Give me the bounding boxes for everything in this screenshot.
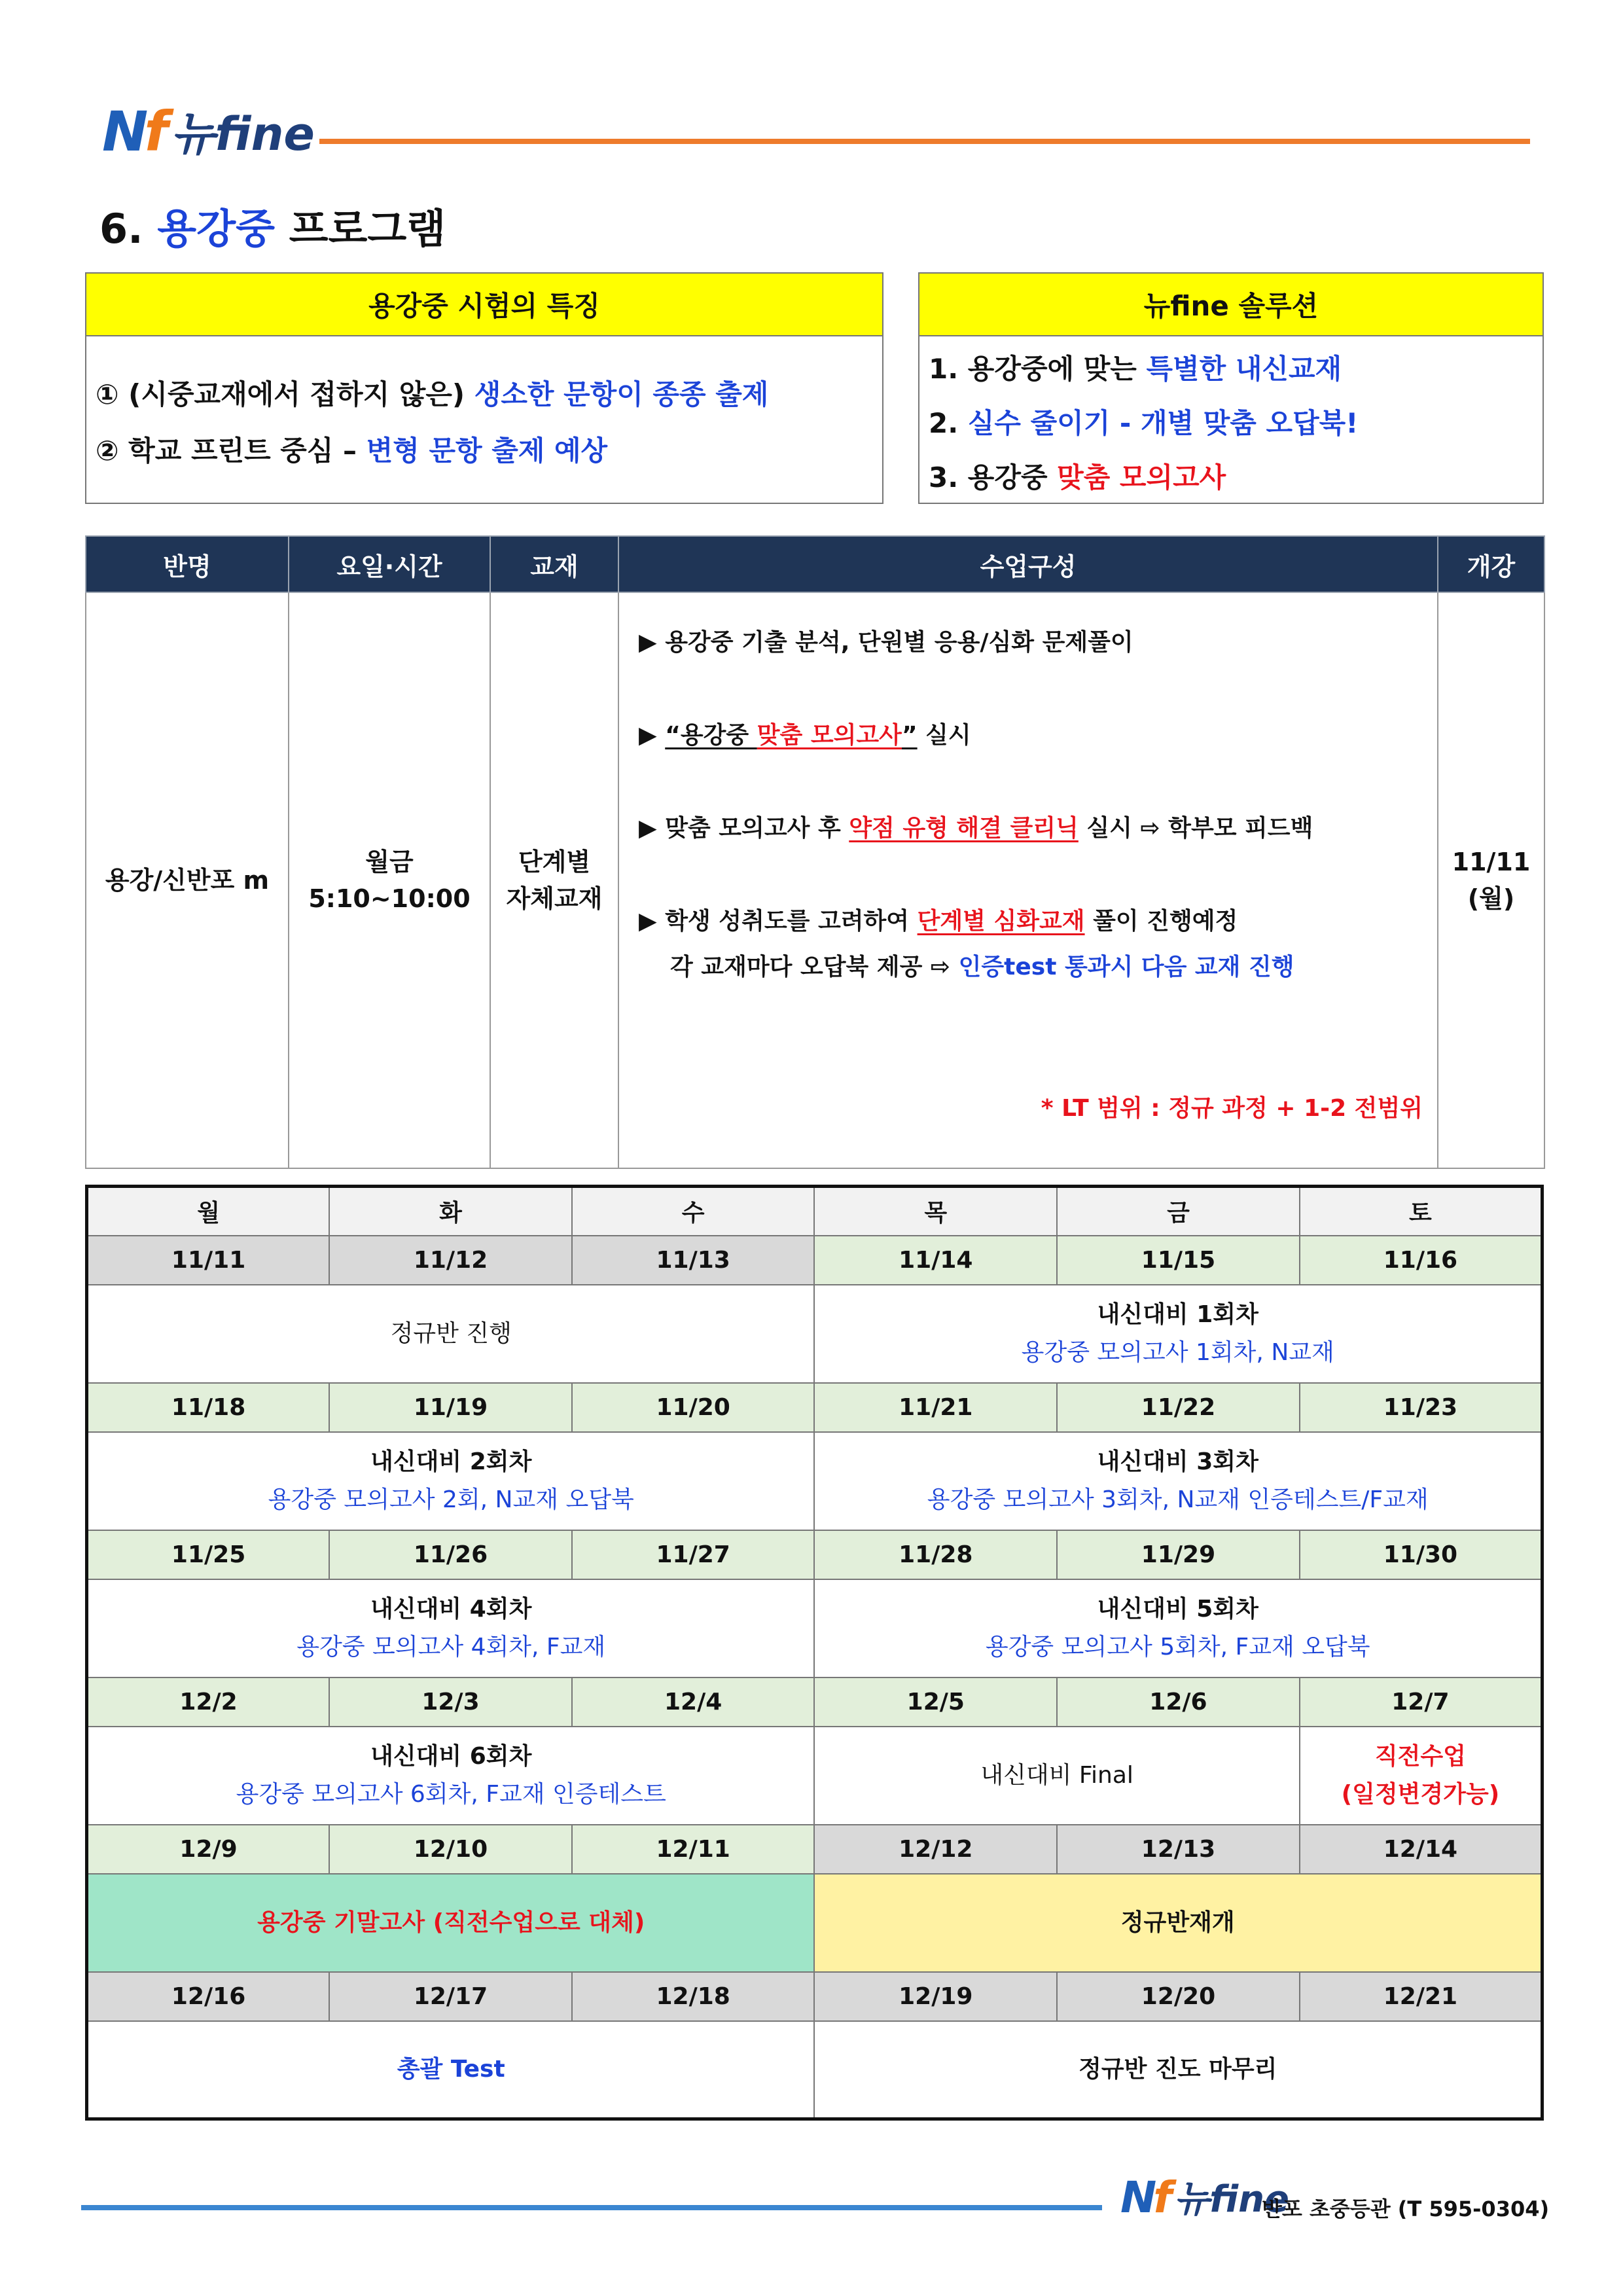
event-row-week5 — [87, 1874, 1543, 1972]
page-title: 6. 용강중 프로그램 — [99, 205, 446, 253]
date-cell: 11/12 — [329, 1236, 572, 1285]
title-school: 용강중 — [157, 205, 275, 253]
logo-brand: 뉴fine — [170, 107, 315, 161]
date-cell: 11/21 — [814, 1383, 1057, 1432]
col-composition: 수업구성 — [618, 536, 1438, 592]
weekday-sat: 토 — [1300, 1187, 1543, 1236]
date-cell: 12/7 — [1300, 1677, 1543, 1727]
event-cell: 용강중 기말고사 (직전수업으로 대체) — [87, 1874, 815, 1972]
date-cell: 12/20 — [1057, 1972, 1300, 2021]
date-cell: 12/6 — [1057, 1677, 1300, 1727]
event-cell: 내신대비 5회차 용강중 모의고사 5회차, F교재 오답북 — [814, 1579, 1542, 1677]
date-cell: 11/29 — [1057, 1530, 1300, 1579]
date-cell: 11/23 — [1300, 1383, 1543, 1432]
date-cell: 12/3 — [329, 1677, 572, 1727]
event-cell: 정규반재개 — [814, 1874, 1542, 1972]
date-row-week6 — [87, 1972, 1543, 2021]
program-table — [85, 535, 1545, 1169]
title-rest: 프로그램 — [289, 205, 446, 253]
weekday-row — [87, 1187, 1543, 1236]
composition-line-1: ▶ 용강중 기출 분석, 단원별 응용/심화 문제풀이 — [639, 629, 1133, 656]
date-cell: 12/4 — [572, 1677, 815, 1727]
date-cell: 11/30 — [1300, 1530, 1543, 1579]
feature-line-1: ① (시중교재에서 접하지 않은) 생소한 문항이 종종 출제 — [96, 378, 769, 410]
event-cell: 내신대비 Final — [814, 1727, 1299, 1825]
date-cell: 12/11 — [572, 1825, 815, 1874]
exam-features-box — [85, 272, 883, 504]
class-composition — [618, 592, 1438, 1168]
date-cell: 12/16 — [87, 1972, 330, 2021]
event-cell: 내신대비 2회차 용강중 모의고사 2회, N교재 오답북 — [87, 1432, 815, 1530]
date-row-week4 — [87, 1677, 1543, 1727]
lt-scope-note: * LT 범위 : 정규 과정 + 1-2 전범위 — [1041, 1095, 1423, 1122]
composition-line-4: ▶ 학생 성취도를 고려하여 단계별 심화교재 풀이 진행예정 — [639, 908, 1238, 935]
solutions-heading: 뉴fine 솔루션 — [919, 274, 1543, 336]
event-row-week3 — [87, 1579, 1543, 1677]
footer-logo-brand: 뉴fine — [1173, 2178, 1289, 2221]
event-row-week1 — [87, 1285, 1543, 1383]
event-cell: 내신대비 1회차 용강중 모의고사 1회차, N교재 — [814, 1285, 1542, 1383]
date-cell: 12/5 — [814, 1677, 1057, 1727]
date-cell: 11/27 — [572, 1530, 815, 1579]
feature-line-2: ② 학교 프린트 중심 – 변형 문항 출제 예상 — [96, 435, 608, 467]
col-textbook: 교재 — [490, 536, 618, 592]
date-cell: 12/13 — [1057, 1825, 1300, 1874]
date-cell: 12/17 — [329, 1972, 572, 2021]
solution-line-2: 2. 실수 줄이기 - 개별 맞춤 오답북! — [929, 407, 1359, 439]
date-cell: 11/19 — [329, 1383, 572, 1432]
solution-line-1: 1. 용강중에 맞는 특별한 내신교재 — [929, 353, 1342, 385]
event-row-week2 — [87, 1432, 1543, 1530]
program-row — [86, 592, 1544, 1168]
event-cell: 정규반 진도 마무리 — [814, 2021, 1542, 2119]
event-cell: 총괄 Test — [87, 2021, 815, 2119]
weekday-thu: 목 — [814, 1187, 1057, 1236]
schedule-table — [85, 1185, 1544, 2121]
header-divider — [319, 139, 1530, 144]
date-cell: 12/19 — [814, 1972, 1057, 2021]
date-cell: 11/28 — [814, 1530, 1057, 1579]
event-cell: 정규반 진행 — [87, 1285, 815, 1383]
weekday-tue: 화 — [329, 1187, 572, 1236]
date-cell: 11/20 — [572, 1383, 815, 1432]
composition-line-3: ▶ 맞춤 모의고사 후 약점 유형 해결 클리닉 실시 ⇨ 학부모 피드백 — [639, 815, 1313, 842]
composition-line-2: ▶ “용강중 맞춤 모의고사” 실시 — [639, 722, 971, 749]
date-cell: 12/18 — [572, 1972, 815, 2021]
textbook: 단계별 자체교재 — [490, 592, 618, 1168]
col-open-date: 개강 — [1438, 536, 1544, 592]
solution-line-3: 3. 용강중 맞춤 모의고사 — [929, 461, 1226, 493]
date-cell: 12/2 — [87, 1677, 330, 1727]
date-cell: 11/13 — [572, 1236, 815, 1285]
date-cell: 11/26 — [329, 1530, 572, 1579]
event-cell: 내신대비 6회차 용강중 모의고사 6회차, F교재 인증테스트 — [87, 1727, 815, 1825]
date-cell: 12/12 — [814, 1825, 1057, 1874]
footer-logo-mark: Nf — [1120, 2172, 1169, 2223]
event-cell: 내신대비 3회차 용강중 모의고사 3회차, N교재 인증테스트/F교재 — [814, 1432, 1542, 1530]
open-date: 11/11 (월) — [1438, 592, 1544, 1168]
date-cell: 11/15 — [1057, 1236, 1300, 1285]
date-cell: 11/18 — [87, 1383, 330, 1432]
solutions-box — [918, 272, 1544, 504]
event-row-week6 — [87, 2021, 1543, 2119]
weekday-wed: 수 — [572, 1187, 815, 1236]
date-row-week1 — [87, 1236, 1543, 1285]
date-row-week2 — [87, 1383, 1543, 1432]
day-time: 월금 5:10~10:00 — [289, 592, 490, 1168]
event-cell: 직전수업 (일정변경가능) — [1300, 1727, 1543, 1825]
date-cell: 12/14 — [1300, 1825, 1543, 1874]
col-day-time: 요일·시간 — [289, 536, 490, 592]
date-cell: 11/11 — [87, 1236, 330, 1285]
class-name: 용강/신반포 m — [86, 592, 289, 1168]
event-row-week4 — [87, 1727, 1543, 1825]
date-cell: 11/22 — [1057, 1383, 1300, 1432]
event-cell: 내신대비 4회차 용강중 모의고사 4회차, F교재 — [87, 1579, 815, 1677]
date-cell: 12/10 — [329, 1825, 572, 1874]
exam-features-heading: 용강중 시험의 특징 — [86, 274, 882, 336]
date-cell: 11/25 — [87, 1530, 330, 1579]
logo-mark: Nf — [102, 99, 164, 164]
weekday-fri: 금 — [1057, 1187, 1300, 1236]
footer-branch-info: 반포 초중등관 (T 595-0304) — [1262, 2197, 1550, 2221]
weekday-mon: 월 — [87, 1187, 330, 1236]
date-cell: 12/21 — [1300, 1972, 1543, 2021]
composition-line-5: 각 교재마다 오답북 제공 ⇨ 인증test 통과시 다음 교재 진행 — [670, 954, 1294, 980]
date-row-week3 — [87, 1530, 1543, 1579]
program-header-row — [86, 536, 1544, 592]
date-cell: 12/9 — [87, 1825, 330, 1874]
date-row-week5 — [87, 1825, 1543, 1874]
date-cell: 11/14 — [814, 1236, 1057, 1285]
col-class-name: 반명 — [86, 536, 289, 592]
footer-divider — [81, 2205, 1102, 2210]
date-cell: 11/16 — [1300, 1236, 1543, 1285]
header-logo — [102, 98, 315, 164]
